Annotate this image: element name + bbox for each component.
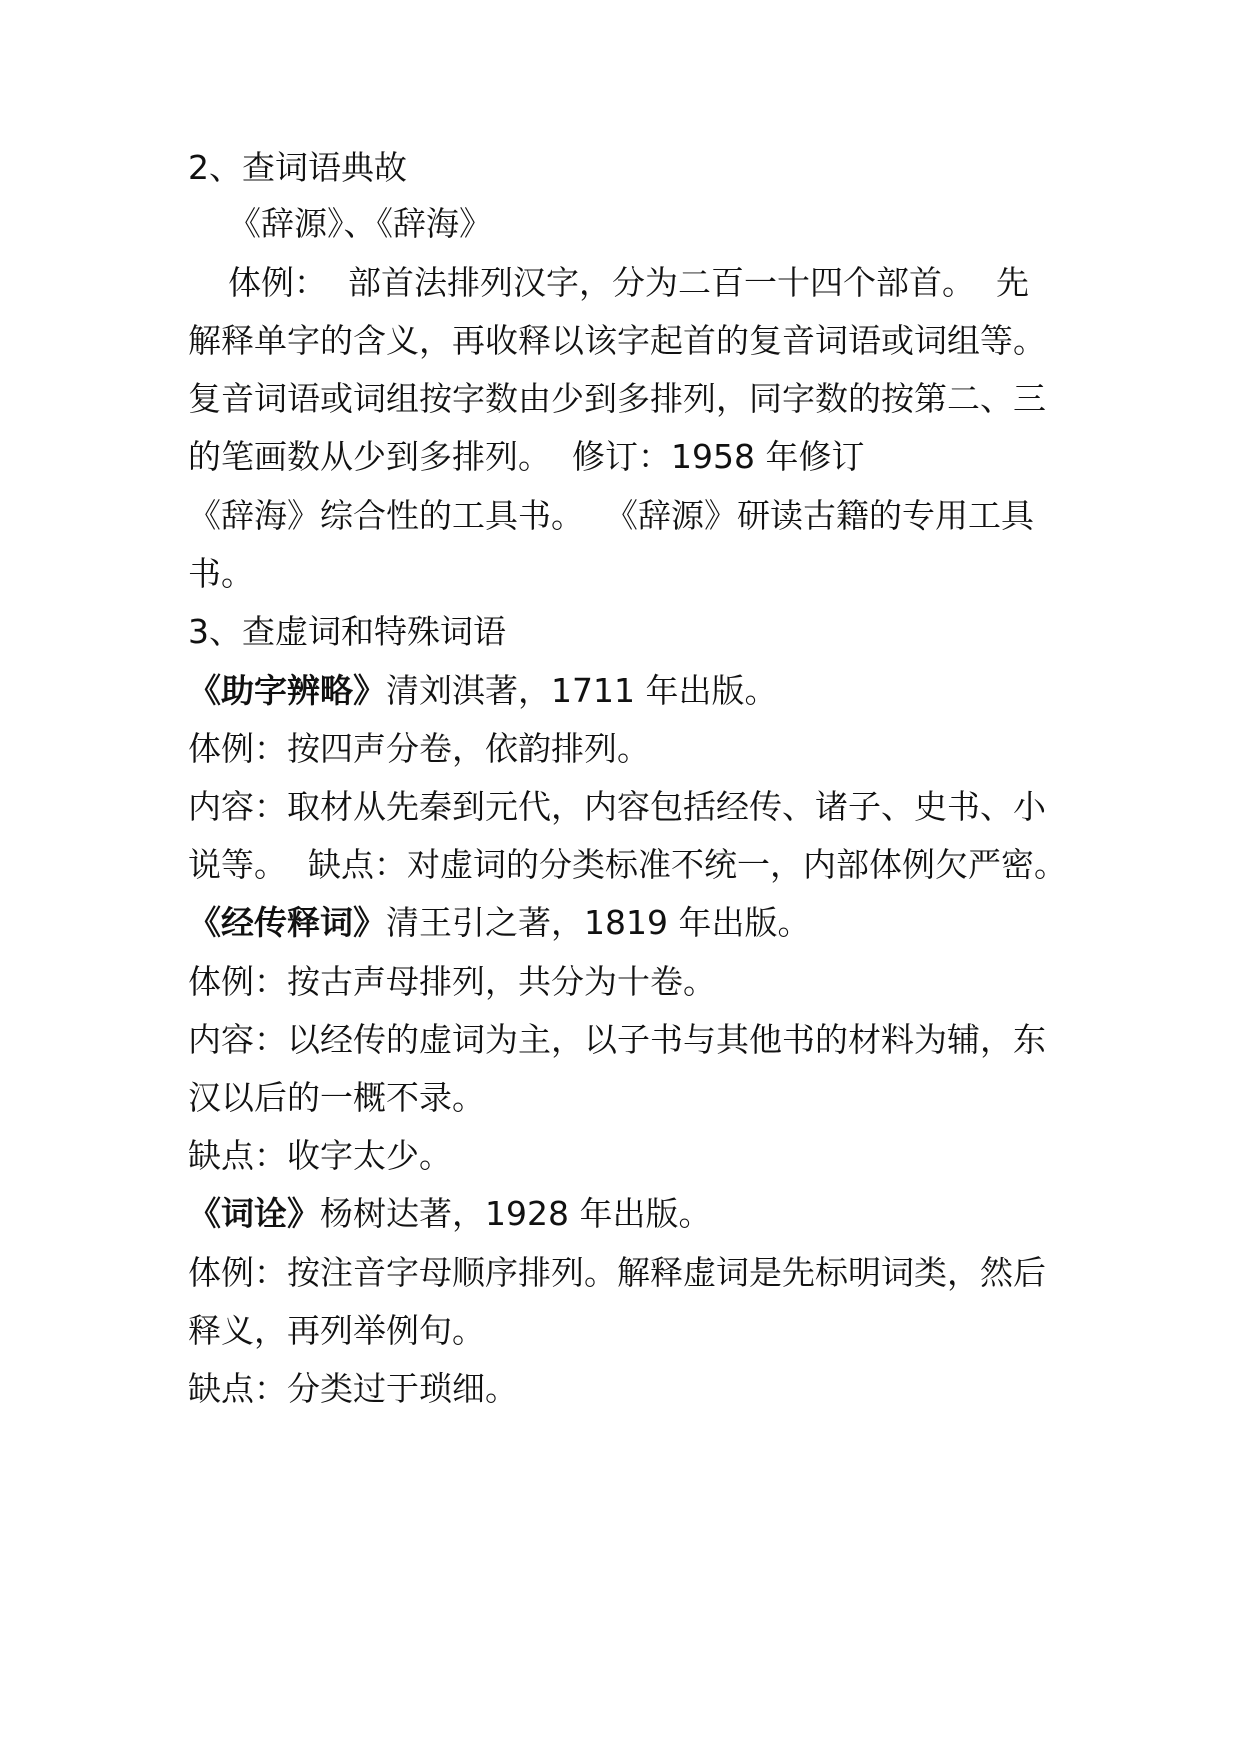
paragraph-line: 缺点：收字太少。 [188,1136,452,1175]
book-title: 《词诠》 [188,1194,320,1233]
paragraph-line: 体例：按注音字母顺序排列。解释虚词是先标明词类，然后 [188,1253,1046,1292]
paragraph-line: 《辞海》综合性的工具书。 《辞源》研读古籍的专用工具 [188,496,1034,535]
paragraph-line: 体例：按古声母排列，共分为十卷。 [188,962,716,1001]
paragraph-line: 内容：以经传的虚词为主，以子书与其他书的材料为辅，东 [188,1020,1046,1059]
section-heading-3: 3、查虚词和特殊词语 [188,612,506,651]
section-heading-2: 2、查词语典故 [188,148,407,187]
book-title: 《助字辨略》 [188,671,386,710]
paragraph-line: 体例：按四声分卷，依韵排列。 [188,729,650,768]
entry-description: 清刘淇著，1711 年出版。 [386,671,778,710]
book-titles-ciyuan-cihai: 《辞源》、《辞海》 [228,204,492,243]
paragraph-line: 解释单字的含义，再收释以该字起首的复音词语或词组等。 [188,321,1046,360]
paragraph-line: 内容：取材从先秦到元代，内容包括经传、诸子、史书、小 [188,787,1046,826]
entry-zhuzibianlue [188,669,777,713]
book-title: 《经传释词》 [188,903,386,942]
paragraph-line: 书。 [188,554,254,593]
entry-ciquan [188,1192,711,1236]
entry-description: 杨树达著，1928 年出版。 [320,1194,712,1233]
paragraph-line: 复音词语或词组按字数由少到多排列，同字数的按第二、三 [188,379,1046,418]
paragraph-line: 汉以后的一概不录。 [188,1078,485,1117]
paragraph-line: 释义，再列举例句。 [188,1311,485,1350]
paragraph-line: 的笔画数从少到多排列。 修订：1958 年修订 [188,437,865,476]
entry-description: 清王引之著，1819 年出版。 [386,903,811,942]
paragraph-line: 体例： 部首法排列汉字，分为二百一十四个部首。 先 [228,263,1029,302]
entry-jingzhuanshici [188,901,810,945]
paragraph-line: 说等。 缺点：对虚词的分类标准不统一，内部体例欠严密。 [188,845,1067,884]
paragraph-line: 缺点：分类过于琐细。 [188,1369,518,1408]
